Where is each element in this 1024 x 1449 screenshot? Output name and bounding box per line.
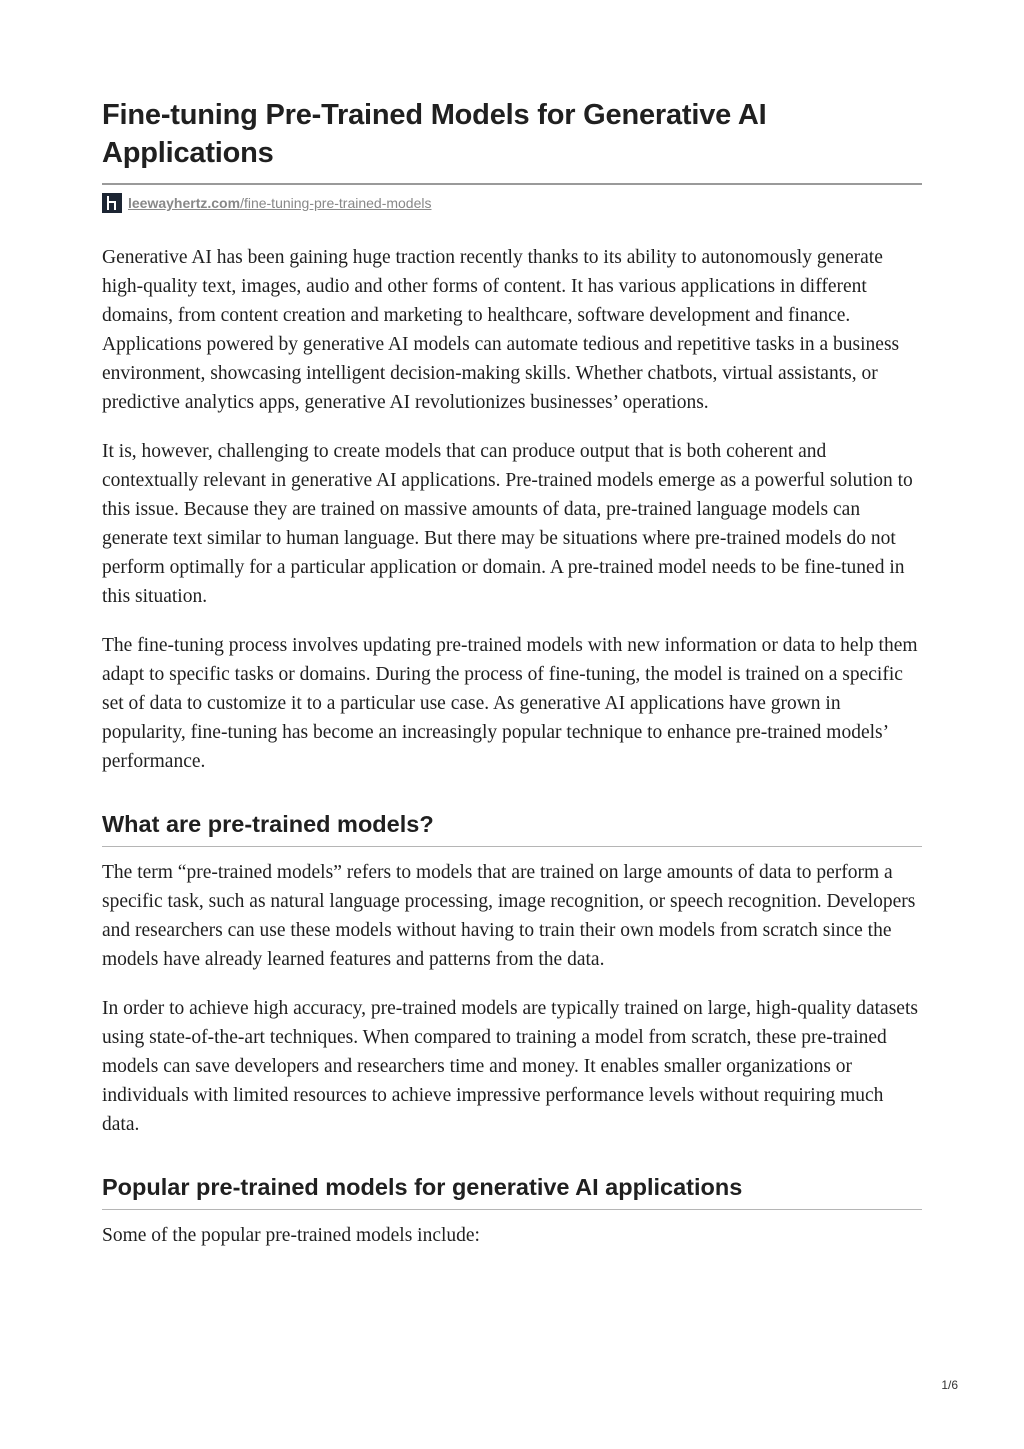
section-divider bbox=[102, 1209, 922, 1210]
leewayhertz-logo-icon bbox=[102, 193, 122, 213]
page-title: Fine-tuning Pre-Trained Models for Generative AI Applications bbox=[102, 99, 767, 169]
source-domain: leewayhertz.com bbox=[128, 195, 241, 211]
article bbox=[102, 96, 922, 1250]
section1-paragraph-1: The term “pre-trained models” refers to models that are trained on large amounts of data to perform a specific task, such as natural language processing, image recognition, or speech recognition. Developers and researchers can use these models without having to train their own models from scratch since the models have already learned features and patterns from the data. bbox=[102, 862, 916, 970]
source-line bbox=[102, 192, 922, 214]
section-pretrained-models bbox=[102, 809, 922, 1139]
page-number: 1/6 bbox=[941, 1378, 958, 1392]
section2-paragraph-1: Some of the popular pre-trained models include: bbox=[102, 1225, 480, 1246]
source-path: /fine-tuning-pre-trained-models bbox=[240, 195, 432, 211]
title-divider bbox=[102, 183, 922, 185]
intro-paragraph-2: It is, however, challenging to create models that can produce output that is both coherent and contextually relevant in generative AI applications. Pre-trained models emerge as a powerful solution to this issue. Because they are trained on massive amounts of data, pre-trained language models can generate text similar to human language. But there may be situations where pre-trained models do not perform optimally for a particular application or domain. A pre-trained model needs to be fine-tuned in this situation. bbox=[102, 441, 913, 607]
section-divider bbox=[102, 846, 922, 847]
source-link[interactable] bbox=[128, 195, 432, 211]
intro-paragraph-1: Generative AI has been gaining huge traction recently thanks to its ability to autonomously generate high-quality text, images, audio and other forms of content. It has various applications in different domains, from content creation and marketing to healthcare, software development and finance. Applications powered by generative AI models can automate tedious and repetitive tasks in a business environment, showcasing intelligent decision-making skills. Whether chatbots, virtual assistants, or predictive analytics apps, generative AI revolutionizes businesses’ operations. bbox=[102, 247, 900, 413]
section1-paragraph-2: In order to achieve high accuracy, pre-trained models are typically trained on large, high-quality datasets using state-of-the-art techniques. When compared to training a model from scratch, these pre-trained models can save developers and researchers time and money. It enables smaller organizations or individuals with limited resources to achieve impressive performance levels without requiring much data. bbox=[102, 998, 918, 1135]
section-popular-models bbox=[102, 1172, 922, 1250]
section-heading: What are pre-trained models? bbox=[102, 811, 434, 837]
intro-paragraph-3: The fine-tuning process involves updating pre-trained models with new information or data to help them adapt to specific tasks or domains. During the process of fine-tuning, the model is trained on a specific set of data to customize it to a particular use case. As generative AI applications have grown in popularity, fine-tuning has become an increasingly popular technique to enhance pre-trained models’ performance. bbox=[102, 635, 918, 772]
section-heading: Popular pre-trained models for generative AI applications bbox=[102, 1174, 743, 1200]
